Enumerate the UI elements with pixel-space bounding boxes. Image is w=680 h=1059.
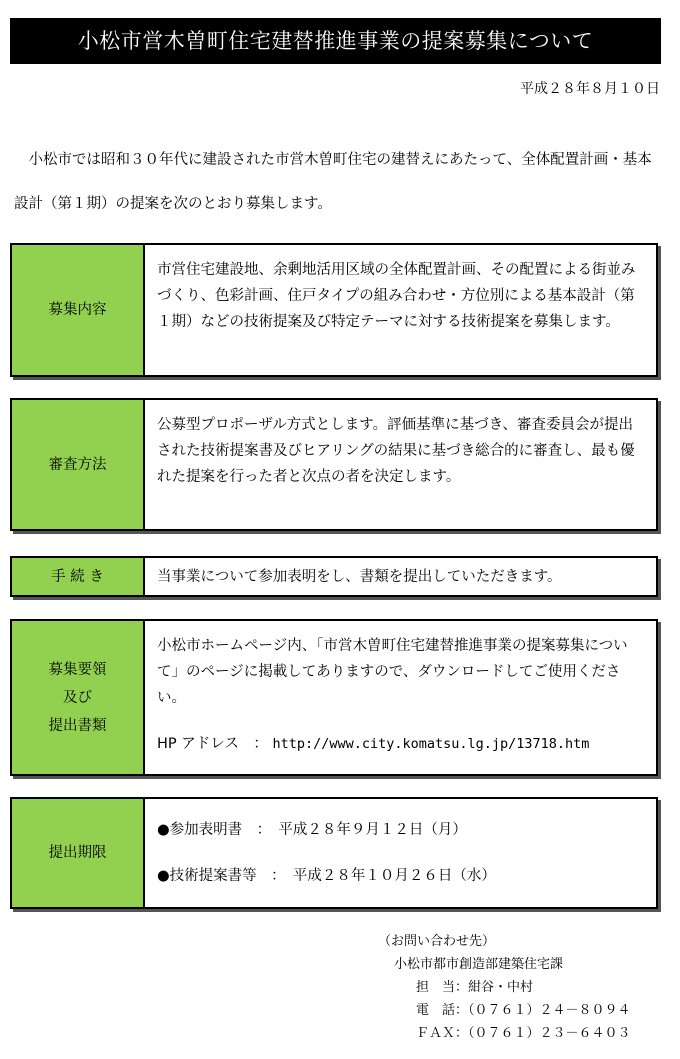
section-label: 提出期限 [12, 799, 145, 907]
page-title: 小松市営木曽町住宅建替推進事業の提案募集について [10, 18, 661, 64]
deadline-proposal: ●技術提案書等 ： 平成２８年１０月２６日（水） [157, 868, 496, 884]
contact-heading: （お問い合わせ先） [378, 934, 496, 949]
section-guidelines [10, 619, 658, 776]
section-review-method [10, 398, 658, 531]
deadline-participation: ●参加表明書 ： 平成２８年９月１２日（月） [157, 822, 467, 838]
section-body: 小松市ホームページ内、「市営木曽町住宅建替推進事業の提案募集について」のページに掲載してありますので、ダウンロードしてご使用ください。 [157, 638, 628, 706]
section-text [145, 621, 656, 774]
section-deadline [10, 797, 658, 909]
section-body: 当事業について参加表明をし、書類を提出していただきます。 [157, 569, 562, 585]
contact-department: 小松市都市創造部建築住宅課 [394, 957, 564, 972]
section-text [145, 245, 656, 375]
intro-paragraph: 小松市では昭和３０年代に建設された市営木曽町住宅の建替えにあたって、全体配置計画・基本設計（第１期）の提案を次のとおり募集します。 [14, 152, 652, 212]
hp-address-label: HP アドレス ： [157, 736, 268, 752]
section-body: 公募型プロポーザル方式とします。評価基準に基づき、審査委員会が提出された技術提案書及びヒアリングの結果に基づき総合的に審査し、最も優れた提案を行った者と次点の者を決定します。 [157, 417, 635, 485]
section-text [145, 400, 656, 529]
contact-block [378, 930, 631, 1045]
section-recruitment-content [10, 243, 658, 377]
hp-address-line [157, 731, 646, 757]
section-label: 募集要領 及び 提出書類 [12, 621, 145, 774]
section-body: 市営住宅建設地、余剰地活用区域の全体配置計画、その配置による街並みづくり、色彩計画、住戸タイプの組み合わせ・方位別による基本設計（第１期）などの技術提案及び特定テーマに対する技術提案を募集します。 [157, 262, 636, 330]
contact-tel: 電 話：（０７６１）２４－８０９４ [416, 1003, 631, 1018]
section-label: 募集内容 [12, 245, 145, 375]
section-label: 手 続 き [12, 558, 145, 595]
section-text [145, 799, 656, 907]
contact-person: 担 当：紺谷・中村 [416, 980, 534, 995]
contact-fax: ＦＡＸ：（０７６１）２３－６４０３ [416, 1026, 631, 1041]
section-procedure [10, 556, 658, 597]
publish-date: 平成２８年８月１０日 [520, 81, 660, 97]
section-text [145, 558, 656, 595]
section-label: 審査方法 [12, 400, 145, 529]
hp-address-link[interactable]: http://www.city.komatsu.lg.jp/13718.htm [272, 736, 590, 752]
